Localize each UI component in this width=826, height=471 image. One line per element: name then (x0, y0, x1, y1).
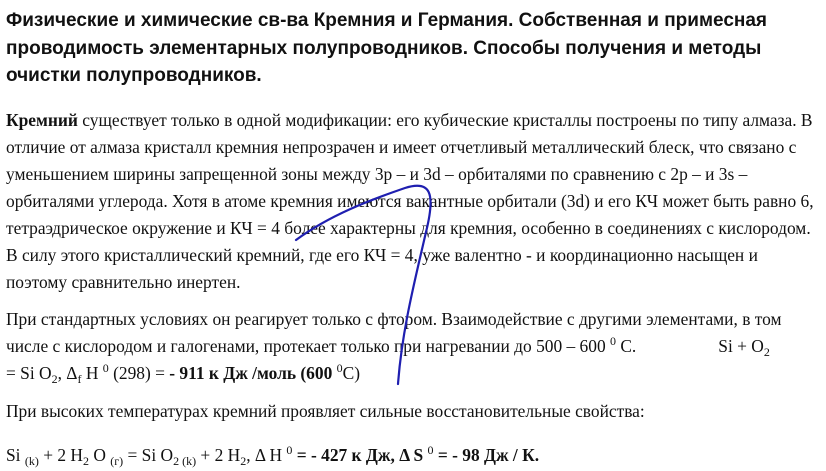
degree-sup: 0 (609, 334, 616, 348)
eq-entropy: = - 98 Дж / К. (433, 445, 540, 465)
sub-k: (k) (24, 454, 39, 468)
sub-o2: 2 (173, 454, 180, 468)
reactivity-text: При стандартных условиях он реагирует только с фтором. Взаимодействие с другими элементами, в том числе с кислородом и галогенами, протекает только при нагревании до 500 – 600 (6, 309, 782, 356)
sub-2: 2 (763, 345, 770, 359)
eq-si: Si (6, 445, 25, 465)
paragraph-text: существует только в одной модификации: его кубические кристаллы построены по типу алмаза. В отличие от алмаза кристалл кремния непрозрачен и имеет отчетливый металлический блеск, что связано с уменьшением ширины запрещенной зоны между 3p – и 3d – орбиталями по сравнению с 2p – и 3s – орбиталями углерода. Хотя в атоме кремния имеются вакантные орбитали (3d) и его КЧ может быть равно 6, тетраэдрическое окружение и КЧ = 4 более характерны для кремния, особенно в соединениях с кислородом. В силу этого кристаллический кремний, где его КЧ = 4, уже валентно - и координационно насыщен и поэтому сравнительно инертен. (6, 110, 814, 292)
sub-h2: 2 (82, 454, 89, 468)
celsius-close: C) (342, 363, 360, 383)
eq-plus-h2: + 2 H (196, 445, 241, 465)
enthalpy-h: H (81, 363, 103, 383)
sub-k2: (k) (179, 454, 197, 468)
sub-h2b: 2 (240, 454, 247, 468)
equation-product: = Si O (6, 363, 52, 383)
sub-2b: 2 (51, 372, 58, 386)
sup-0: 0 (102, 361, 109, 375)
celsius-text: C. (615, 336, 637, 356)
eq-plus-h: + 2 H (38, 445, 83, 465)
eq-values: = - 427 к Дж, Δ S (292, 445, 428, 465)
delta-text: , Δ (57, 363, 78, 383)
equation-si-o2: Si + O (718, 336, 764, 356)
sub-f: f (77, 372, 82, 386)
paragraph-reactivity (6, 306, 822, 387)
sup-deg2: 0 (427, 443, 434, 457)
sup-0b: 0 (336, 361, 343, 375)
equation-si-water (6, 442, 822, 469)
paragraph-reducing: При высоких температурах кремний проявляет сильные восстановительные свойства: (6, 401, 645, 421)
eq-sio: = Si O (123, 445, 174, 465)
document-title: Физические и химические св-ва Кремния и Германия. Собственная и примесная проводимость элементарных полупроводников. Способы получения и методы очистки полупроводников. (6, 10, 768, 86)
temp-298: (298) = (108, 363, 170, 383)
enthalpy-value: - 911 к Дж /моль (600 (169, 363, 337, 383)
eq-delta-h: , Δ H (246, 445, 287, 465)
term-silicon: Кремний (6, 110, 78, 130)
paragraph-silicon-properties (6, 107, 822, 296)
sub-g: (г) (110, 454, 124, 468)
eq-o: O (88, 445, 111, 465)
sup-deg1: 0 (286, 443, 293, 457)
